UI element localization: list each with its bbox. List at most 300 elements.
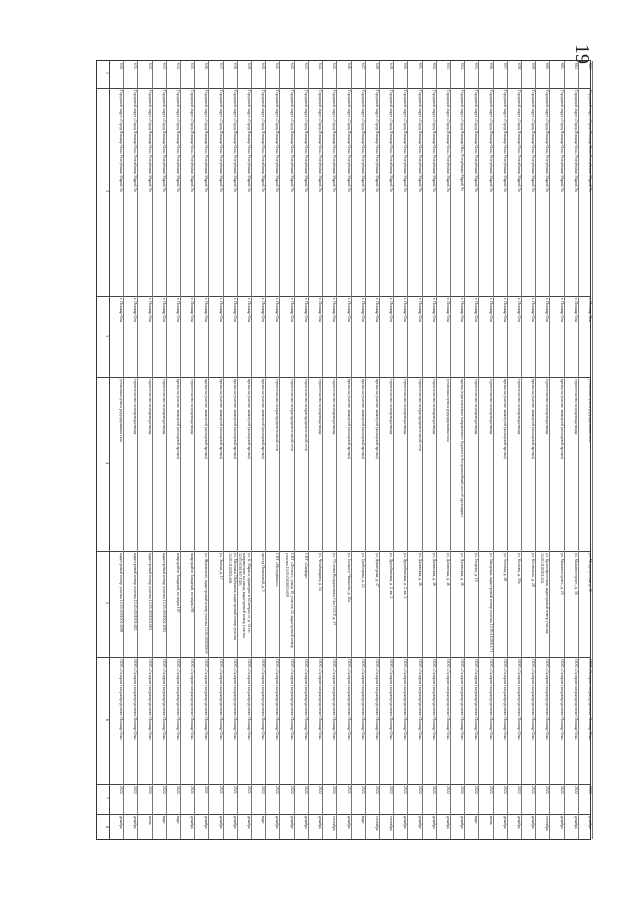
work-type-cell: врезка на участке замкнутой (кольцевой врезки)	[346, 379, 351, 460]
organization-cell: ООО «Газпром газораспределение Йошкар-Ола»	[445, 659, 450, 741]
row-number-cell: 639.	[247, 63, 252, 70]
year-cell: 2022	[516, 785, 521, 794]
address-cell: кадастровый номер участка 12:05:4501001:1092	[161, 553, 166, 633]
row-separator	[592, 61, 593, 839]
settlement-cell: г. Йошкар-Ола	[389, 297, 394, 322]
row-number-cell: 658.	[516, 63, 521, 70]
year-cell: 2022	[275, 785, 280, 794]
work-type-cell: установка пункта редуцирования газа	[119, 379, 124, 443]
row-number-cell: 642.	[289, 63, 294, 70]
organization-cell: ООО «Газпром газораспределение Йошкар-Ола»	[176, 659, 181, 741]
work-type-cell: врезка на участке замкнутой (кольцевой врезки)	[531, 379, 536, 460]
organization-cell: ООО «Газпром газораспределение Йошкар-Ола»	[218, 659, 223, 741]
work-type-cell: строительство газораспределительной сети	[275, 379, 280, 452]
settlement-cell: г. Йошкар-Ола	[403, 297, 408, 322]
month-cell: сентябрь	[332, 816, 337, 832]
column-separator	[97, 784, 590, 785]
settlement-cell: г. Йошкар-Ола	[176, 297, 181, 322]
settlement-cell: г. Йошкар-Ола	[133, 297, 138, 322]
work-type-cell: строительство газораспределительной сети	[303, 379, 308, 452]
row-separator	[478, 61, 479, 839]
settlement-cell: г. Йошкар-Ола	[559, 297, 564, 322]
month-cell: декабрь	[119, 816, 124, 830]
row-number-cell: 646.	[346, 63, 351, 70]
year-cell: 2022	[161, 785, 166, 794]
municipality-cell: Городской округ «Город Йошкар-Ола» Республики Марий Эл	[232, 89, 237, 192]
address-cell: кадастровый номер участка 12:05:4501001:482	[133, 553, 138, 631]
work-type-cell: строительство газопровода-ввода	[318, 379, 323, 435]
address-cell: ул. Зеленая, д. 48	[502, 553, 507, 582]
month-cell: декабрь	[445, 816, 450, 830]
month-cell: март	[360, 816, 365, 825]
row-number-cell: 662.	[573, 63, 578, 70]
municipality-cell: Городской округ «Город Йошкар-Ола» Республики Марий Эл	[374, 89, 379, 192]
year-cell: 2022	[445, 785, 450, 794]
row-separator	[549, 61, 550, 839]
address-cell: ул. Дачинская, д. 46	[445, 553, 450, 586]
row-separator	[137, 61, 138, 839]
municipality-cell: Городской округ «Город Йошкар-Ола» Республики Марий Эл	[176, 89, 181, 192]
year-cell: 2021	[232, 785, 237, 794]
page-number: 19	[571, 44, 593, 64]
row-separator	[464, 61, 465, 839]
row-number-cell: 636.	[204, 63, 209, 70]
month-cell: декабрь	[502, 816, 507, 830]
organization-cell: ООО «Газпром газораспределение Йошкар-Ола»	[545, 659, 550, 741]
month-cell: декабрь	[247, 816, 252, 830]
organization-cell: ООО «Газпром газораспределение Йошкар-Ола»	[588, 659, 592, 741]
municipality-cell: Городской округ «Город Йошкар-Ола» Республики Марий Эл	[204, 89, 209, 192]
year-cell: 2022	[332, 785, 337, 794]
address-cell: микрорайон Западный, позиция 187	[176, 553, 181, 613]
settlement-cell: г. Йошкар-Ола	[531, 297, 536, 322]
row-number-cell: 641.	[275, 63, 280, 70]
municipality-cell: Городской округ «Город Йошкар-Ола» Республики Марий Эл	[289, 89, 294, 192]
row-number-cell: 660.	[545, 63, 550, 70]
row-number-cell: 663.	[588, 63, 592, 70]
address-cell: кадастровый номер участка 12:05:0301001:2098	[119, 553, 124, 633]
row-number-cell: 659.	[531, 63, 536, 70]
row-separator	[322, 61, 323, 839]
organization-cell: ООО «Газпром газораспределение Йошкар-Ола»	[303, 659, 308, 741]
settlement-cell: г. Йошкар-Ола	[346, 297, 351, 322]
month-cell: март	[261, 816, 266, 825]
settlement-cell: г. Йошкар-Ола	[147, 297, 152, 322]
municipality-cell: Городской округ «Город Йошкар-Ола» Республики Марий Эл	[147, 89, 152, 192]
organization-cell: ООО «Газпром газораспределение Йошкар-Ола»	[374, 659, 379, 741]
row-separator	[208, 61, 209, 839]
row-number-cell: 651.	[417, 63, 422, 70]
header-cell: 1	[105, 72, 110, 75]
year-cell: 2022	[545, 785, 550, 794]
column-separator	[97, 296, 590, 297]
column-separator	[97, 88, 590, 89]
organization-cell: ООО «Газпром газораспределение Йошкар-Ола»	[360, 659, 365, 741]
header-cell: 8	[105, 825, 110, 828]
organization-cell: ООО «Газпром газораспределение Йошкар-Ола»	[190, 659, 195, 741]
address-cell: ул. Дачинская, д. 46	[460, 553, 465, 586]
work-type-cell: строительство газопровода-ввода	[474, 379, 479, 435]
address-cell: СНТ «Лесное», улица 10, участок 52, кадастровый номер участка 12:05:0304002:659	[285, 553, 294, 648]
settlement-cell: г. Йошкар-Ола	[573, 297, 578, 322]
settlement-cell: г. Йошкар-Ола	[204, 297, 209, 322]
row-separator	[393, 61, 394, 839]
municipality-cell: Городской округ «Город Йошкар-Ола» Республики Марий Эл	[531, 89, 536, 192]
settlement-cell: г. Йошкар-Ола	[190, 297, 195, 322]
settlement-cell: г. Йошкар-Ола	[460, 297, 465, 322]
organization-cell: ООО «Газпром газораспределение Йошкар-Ола»	[502, 659, 507, 741]
year-cell: 2022	[374, 785, 379, 794]
month-cell: декабрь	[460, 816, 465, 830]
year-cell: 2022	[176, 785, 181, 794]
address-cell: ул. 70-летия Вооруженных Сил СССР, д. 17	[332, 553, 337, 626]
settlement-cell: г. Йошкар-Ола	[431, 297, 436, 322]
month-cell: декабрь	[588, 816, 592, 830]
organization-cell: ООО «Газпром газораспределение Йошкар-Ола»	[289, 659, 294, 741]
municipality-cell: Городской округ «Город Йошкар-Ола» Республики Марий Эл	[360, 89, 365, 192]
month-cell: март	[474, 816, 479, 825]
work-type-cell: врезка на участке замкнутой (кольцевой врезки)	[218, 379, 223, 460]
work-type-cell: строительство газопровода-ввода	[332, 379, 337, 435]
organization-cell: ООО «Газпром газораспределение Йошкар-Ола»	[147, 659, 152, 741]
work-type-cell: врезка на участке замкнутой (кольцевой врезки)	[374, 379, 379, 460]
address-cell: ул. К. Маркса, примерно в 62 метрах от д. 34 по направлению на запад, кадастровый номер участка 12:05:0301007:1026	[238, 553, 252, 638]
row-separator	[180, 61, 181, 839]
work-type-cell: строительство газопровода-ввода	[190, 379, 195, 435]
organization-cell: ООО «Газпром газораспределение Йошкар-Ола»	[346, 659, 351, 741]
row-number-cell: 630.	[119, 63, 124, 70]
row-separator	[194, 61, 195, 839]
organization-cell: ООО «Газпром газораспределение Йошкар-Ола»	[403, 659, 408, 741]
row-number-cell: 638.	[232, 63, 237, 70]
municipality-cell: Городской округ «Город Йошкар-Ола» Республики Марий Эл	[417, 89, 422, 192]
organization-cell: ООО «Газпром газораспределение Йошкар-Ола»	[516, 659, 521, 741]
row-separator	[450, 61, 451, 839]
month-cell: декабрь	[275, 816, 280, 830]
year-cell: 2022	[431, 785, 436, 794]
month-cell: декабрь	[289, 816, 294, 830]
column-separator	[97, 551, 590, 552]
month-cell: декабрь	[232, 816, 237, 830]
year-cell: 2022	[133, 785, 138, 794]
row-number-cell: 637.	[218, 63, 223, 70]
address-cell: ул. Егорова, д. 10	[474, 553, 479, 582]
row-separator	[123, 61, 124, 839]
month-cell: декабрь	[403, 816, 408, 830]
address-cell: ул. Краснофлотская, кадастровый номер участка 12:05:1105001:204	[540, 553, 550, 634]
month-cell: декабрь	[318, 816, 323, 830]
settlement-cell: г. Йошкар-Ола	[417, 297, 422, 322]
year-cell: 2022	[531, 785, 536, 794]
work-type-cell: врезка на участке замкнутой (кольцевой врезки)	[232, 379, 237, 460]
municipality-cell: Городской округ «Город Йошкар-Ола» Республики Марий Эл	[588, 89, 592, 192]
municipality-cell: Городской округ «Город Йошкар-Ола» Республики Марий Эл	[318, 89, 323, 192]
work-type-cell: строительство газопровода-ввода	[133, 379, 138, 435]
year-cell: 2022	[588, 785, 592, 794]
municipality-cell: Городской округ «Город Йошкар-Ола» Республики Марий Эл	[218, 89, 223, 192]
year-cell: 2022	[417, 785, 422, 794]
organization-cell: ООО «Газпром газораспределение Йошкар-Ола»	[460, 659, 465, 741]
municipality-cell: Городской округ «Город Йошкар-Ола» Республики Марий Эл	[502, 89, 507, 192]
row-separator	[265, 61, 266, 839]
settlement-cell: г. Йошкар-Ола	[445, 297, 450, 322]
month-cell: декабрь	[573, 816, 578, 830]
year-cell: 2022	[289, 785, 294, 794]
month-cell: декабрь	[431, 816, 436, 830]
year-cell: 2022	[119, 785, 124, 794]
organization-cell: ООО «Газпром газораспределение Йошкар-Ола»	[531, 659, 536, 741]
year-cell: 2022	[559, 785, 564, 794]
month-cell: декабрь	[531, 816, 536, 830]
row-separator	[407, 61, 408, 839]
address-cell: ул. Большое Чигашево, д. 20а	[346, 553, 351, 603]
work-type-cell: врезка на участке замкнутой (кольцевой врезки)	[559, 379, 564, 460]
organization-cell: ООО «Газпром газораспределение Йошкар-Ола»	[161, 659, 166, 741]
organization-cell: ООО «Газпром газораспределение Йошкар-Ола»	[431, 659, 436, 741]
settlement-cell: г. Йошкар-Ола	[374, 297, 379, 322]
settlement-cell: г. Йошкар-Ола	[318, 297, 323, 322]
address-cell: ул. Машиностроит., д. 36	[573, 553, 578, 595]
address-cell: ул. Дачинская, д. 46	[431, 553, 436, 586]
organization-cell: ООО «Газпром газораспределение Йошкар-Ола»	[573, 659, 578, 741]
row-number-cell: 647.	[360, 63, 365, 70]
header-cell: 2	[105, 189, 110, 192]
work-type-cell: строительство газопровода-ввода	[545, 379, 550, 435]
row-number-cell: 645.	[332, 63, 337, 70]
work-type-cell: строительство газопровода-ввода	[403, 379, 408, 435]
row-number-cell: 644.	[318, 63, 323, 70]
address-cell: проезд Начальный, д. 5	[261, 553, 266, 592]
work-type-cell: врезка на участке замкнутой (кольцевой врезки)	[502, 379, 507, 460]
address-cell: ул. Грибоедова, д. 44	[360, 553, 365, 588]
organization-cell: ООО «Газпром газораспределение Йошкар-Ола»	[261, 659, 266, 741]
address-cell: ул. Жуковского, кадастровый номер участка 12:05:0000000:8	[204, 553, 209, 654]
month-cell: март	[161, 816, 166, 825]
address-cell: ул. Эшпая, д. 17	[218, 553, 223, 580]
year-cell: 2021	[247, 785, 252, 794]
month-cell: июнь	[488, 816, 493, 826]
month-cell: декабрь	[417, 816, 422, 830]
settlement-cell: г. Йошкар-Ола	[119, 297, 124, 322]
organization-cell: ООО «Газпром газораспределение Йошкар-Ола»	[417, 659, 422, 741]
work-type-cell: строительство газопровода-ввода	[573, 379, 578, 435]
month-cell: сентябрь	[374, 816, 379, 832]
month-cell: декабрь	[133, 816, 138, 830]
row-number-cell: 632.	[147, 63, 152, 70]
row-number-cell: 643.	[303, 63, 308, 70]
organization-cell: ООО «Газпром газораспределение Йошкар-Ола»	[488, 659, 493, 741]
settlement-cell: г. Йошкар-Ола	[516, 297, 521, 322]
settlement-cell: г. Йошкар-Ола	[332, 297, 337, 322]
work-type-cell: врезка (горизонтально направленное бурение в безтраншейный способ прокладки)	[460, 379, 465, 518]
month-cell: сентябрь	[389, 816, 394, 832]
work-type-cell: строительство газораспределительной сети	[289, 379, 294, 452]
municipality-cell: Городской округ «Город Йошкар-Ола» Республики Марий Эл	[332, 89, 337, 192]
municipality-cell: Городской округ «Город Йошкар-Ола» Республики Марий Эл	[559, 89, 564, 192]
year-cell: 2022	[502, 785, 507, 794]
settlement-cell: г. Йошкар-Ола	[488, 297, 493, 322]
organization-cell: ООО «Газпром газораспределение Йошкар-Ола»	[119, 659, 124, 741]
municipality-cell: Городской округ «Город Йошкар-Ола» Республики Марий Эл	[247, 89, 252, 192]
settlement-cell: г. Йошкар-Ола	[218, 297, 223, 322]
work-type-cell: врезка на участке замкнутой (кольцевой врезки)	[247, 379, 252, 460]
municipality-cell: Городской округ «Город Йошкар-Ола» Республики Марий Эл	[431, 89, 436, 192]
year-cell: 2022	[147, 785, 152, 794]
settlement-cell: г. Йошкар-Ола	[588, 297, 592, 322]
row-number-cell: 650.	[403, 63, 408, 70]
address-cell: ул. Козлова, д. 18а	[516, 553, 521, 584]
municipality-cell: Городской округ «Город Йошкар-Ола» Республики Марий Эл	[303, 89, 308, 192]
row-separator	[251, 61, 252, 839]
address-cell: ул. Заводская, кадастровый номер участка 12:05:1102001:71	[488, 553, 493, 653]
work-type-cell: строительство газопровода-ввода	[161, 379, 166, 435]
municipality-cell: Городской округ «Город Йошкар-Ола» Республики Марий Эл	[488, 89, 493, 192]
year-cell: 2021	[204, 785, 209, 794]
municipality-cell: Городской округ «Город Йошкар-Ола» Республики Марий Эл	[346, 89, 351, 192]
municipality-cell: Городской округ «Город Йошкар-Ола» Республики Марий Эл	[261, 89, 266, 192]
address-cell: СНТ «Сапфир»	[303, 553, 308, 579]
work-type-cell: строительство газопровода-ввода	[516, 379, 521, 435]
row-separator	[336, 61, 337, 839]
row-separator	[535, 61, 536, 839]
settlement-cell: г. Йошкар-Ола	[247, 297, 252, 322]
year-cell: 2022	[573, 785, 578, 794]
municipality-cell: Городской округ «Город Йошкар-Ola» Республики Марий Эл	[460, 89, 465, 191]
year-cell: 2022	[389, 785, 394, 794]
work-type-cell: строительство газопровода-ввода	[488, 379, 493, 435]
organization-cell: ООО «Газпром газораспределение Йошкар-Ола»	[389, 659, 394, 741]
row-number-cell: 655.	[474, 63, 479, 70]
address-cell: ул. Чехибиндина, д. 34	[318, 553, 323, 591]
year-cell: 2022	[460, 785, 465, 794]
settlement-cell: г. Йошкар-Ола	[289, 297, 294, 322]
row-number-cell: 634.	[176, 63, 181, 70]
municipality-cell: Городской округ «Город Йошкар-Ола» Республики Марий Эл	[516, 89, 521, 192]
month-cell: сентябрь	[545, 816, 550, 832]
settlement-cell: г. Йошкар-Ола	[161, 297, 166, 322]
settlement-cell: г. Йошкар-Ола	[303, 297, 308, 322]
row-separator	[379, 61, 380, 839]
address-cell: микрорайон Западный, позиция 285	[190, 553, 195, 613]
address-cell: СНТ «Молодёжное»	[275, 553, 280, 587]
address-cell: ул. Дружбинская, д. 2, кв. 2	[389, 553, 394, 599]
address-cell: ул. Машиностроит., д. 25	[559, 553, 564, 595]
month-cell: декабрь	[303, 816, 308, 830]
month-cell: декабрь	[346, 816, 351, 830]
row-number-cell: 652.	[431, 63, 436, 70]
year-cell: 2021	[218, 785, 223, 794]
address-cell: ул. Мичмана Шабалина, кадастровый номер участка 12:05:1102002:468	[228, 553, 237, 641]
header-separator	[109, 61, 110, 839]
row-separator	[521, 61, 522, 839]
municipality-cell: Городской округ «Город Йошкар-Ола» Республики Марий Эл	[403, 89, 408, 192]
address-cell: кадастровый номер участка 12:05:4501001:684	[147, 553, 152, 631]
header-cell: 3	[105, 334, 110, 337]
municipality-cell: Городской округ «Город Йошкар-Ола» Республики Марий Эл	[133, 89, 138, 192]
address-cell: ул. Дружбинская, д. 2, кв. 3	[403, 553, 408, 599]
row-number-cell: 653.	[445, 63, 450, 70]
row-number-cell: 640.	[261, 63, 266, 70]
work-type-cell: строительство газораспределительной сети	[417, 379, 422, 452]
work-type-cell: врезка на участке замкнутой (кольцевой врезки)	[261, 379, 266, 460]
municipality-cell: Городской округ «Город Йошкар-Ола» Республики Марий Эл	[190, 89, 195, 192]
year-cell: 2021	[190, 785, 195, 794]
year-cell: 2022	[261, 785, 266, 794]
organization-cell: ООО «Газпром газораспределение Йошкар-Ола»	[133, 659, 138, 741]
work-type-cell: установка пункта редуцирования газа	[588, 379, 592, 443]
row-number-cell: 649.	[389, 63, 394, 70]
month-cell: декабрь	[190, 816, 195, 830]
work-type-cell: строительство газопровода-ввода	[147, 379, 152, 435]
header-cell: 7	[105, 797, 110, 800]
row-number-cell: 635.	[190, 63, 195, 70]
month-cell: декабрь	[559, 816, 564, 830]
municipality-cell: Городской округ «Город Йошкар-Ола» Республики Марий Эл	[545, 89, 550, 192]
month-cell: декабрь	[218, 816, 223, 830]
settlement-cell: г. Йошкар-Ола	[502, 297, 507, 322]
header-cell: 5	[105, 602, 110, 605]
month-cell: июнь	[147, 816, 152, 826]
row-number-cell: 633.	[161, 63, 166, 70]
municipality-cell: Городской округ «Город Йошкар-Ола» Республики Марий Эл	[389, 89, 394, 192]
organization-cell: ООО «Газпром газораспределение Йошкар-Ола»	[332, 659, 337, 741]
row-number-cell: 631.	[133, 63, 138, 70]
address-cell: ул. Димитрова, д. 47	[374, 553, 379, 587]
organization-cell: ООО «Газпром газораспределение Йошкар-Ола»	[559, 659, 564, 741]
organization-cell: ООО «Газпром газораспределение Йошкар-Ола»	[275, 659, 280, 741]
organization-cell: ООО «Газпром газораспределение Йошкар-Ола»	[232, 659, 237, 741]
address-cell: ул. Мендолуговая, д. 16	[588, 553, 592, 593]
row-number-cell: 648.	[374, 63, 379, 70]
municipality-cell: Городской округ «Город Йошкар-Ола» Республики Марий Эл	[474, 89, 479, 192]
year-cell: 2021	[346, 785, 351, 794]
month-cell: декабрь	[204, 816, 209, 830]
month-cell: декабрь	[516, 816, 521, 830]
work-type-cell: врезка на участке замкнутой (кольцевой врезки)	[204, 379, 209, 460]
rotated-table	[96, 60, 591, 840]
work-type-cell: строительство газопровода-ввода	[431, 379, 436, 435]
work-type-cell: врезка на участке замкнутой (кольцевой врезки)	[360, 379, 365, 460]
organization-cell: ООО «Газпром газораспределение Йошкар-Ола»	[247, 659, 252, 741]
year-cell: 2022	[474, 785, 479, 794]
address-cell: ул. Котовского, д. 28	[531, 553, 536, 587]
settlement-cell: г. Йошкар-Ола	[232, 297, 237, 322]
address-cell: ул. Дачинская, д. 46	[417, 553, 422, 586]
settlement-cell: г. Йошкар-Ола	[360, 297, 365, 322]
header-cell: 4	[105, 462, 110, 465]
row-separator	[308, 61, 309, 839]
organization-cell: ООО «Газпром газораспределение Йошкар-Ола»	[204, 659, 209, 741]
settlement-cell: г. Йошкар-Ола	[261, 297, 266, 322]
municipality-cell: Городской округ «Город Йошкар-Ола» Республики Марий Эл	[119, 89, 124, 192]
organization-cell: ООО «Газпром газораспределение Йошкар-Ола»	[474, 659, 479, 741]
year-cell: 2022	[303, 785, 308, 794]
municipality-cell: Городской округ «Город Йошкар-Ола» Республики Марий Эл	[275, 89, 280, 192]
month-cell: март	[176, 816, 181, 825]
work-type-cell: врезка на участке замкнутой (кольцевой врезки)	[176, 379, 181, 460]
work-type-cell: установка пункта редуцирования газа	[445, 379, 450, 443]
settlement-cell: г. Йошкар-Ола	[474, 297, 479, 322]
row-number-cell: 654.	[460, 63, 465, 70]
municipality-cell: Городской округ «Город Йошкар-Ола» Республики Марий Эл	[161, 89, 166, 192]
row-number-cell: 657.	[502, 63, 507, 70]
municipality-cell: Городской округ «Город Йошкар-Ола» Республики Марий Эл	[573, 89, 578, 192]
year-cell: 2022	[403, 785, 408, 794]
municipality-cell: Городской округ «Город Йошкар-Ола» Республики Марий Эл	[445, 89, 450, 192]
header-cell: 6	[105, 718, 110, 721]
settlement-cell: г. Йошкар-Ола	[545, 297, 550, 322]
row-number-cell: 656.	[488, 63, 493, 70]
